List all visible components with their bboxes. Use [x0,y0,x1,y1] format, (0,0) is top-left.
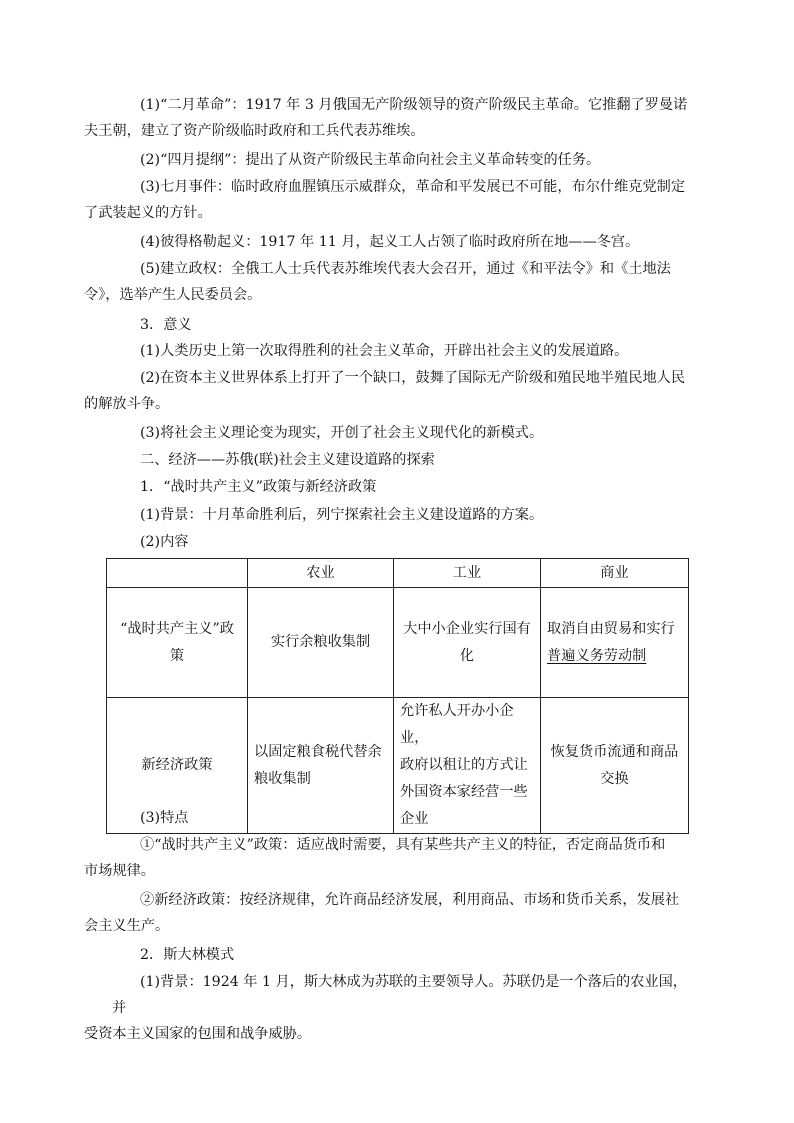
text-line: 了武装起义的方针。 [84,205,212,221]
table-header-cell: 农业 [248,559,394,588]
heading-stalin-model: 2．斯大林模式 [140,947,235,963]
table-cell: 允许私人开办小企业， 政府以租让的方式让 外国资本家经营一些 企业 [394,698,541,834]
policy-comparison-table [106,558,689,834]
table-cell: 大中小企业实行国有 化 [394,588,541,698]
paragraph-significance-3: (3)将社会主义理论变为现实，开创了社会主义现代化的新模式。 [140,425,544,441]
paragraph-feature-nep [84,887,692,939]
table-header-cell [107,559,248,588]
paragraph-february-revolution [84,92,692,144]
table-row-war-communism [107,588,689,698]
table-cell: 取消自由贸易和实行 普遍义务劳动制 [541,588,689,698]
text-line: 受资本主义国家的包围和战争威胁。 [84,1026,312,1042]
paragraph-significance-1: (1)人类历史上第一次取得胜利的社会主义革命，开辟出社会主义的发展道路。 [140,343,629,359]
paragraph-petrograd-uprising: (4)彼得格勒起义：1917 年 11 月，起义工人占领了临时政府所在地——冬宫。 [140,234,640,250]
table-cell: 以固定粮食税代替余 粮收集制 [248,698,394,834]
section-heading-economy: 二、经济——苏俄(联)社会主义建设道路的探索 [140,452,435,468]
table-header-cell: 商业 [541,559,689,588]
text-line: 令》，选举产生人民委员会。 [84,287,262,303]
heading-war-communism-nep: 1．“战时共产主义”政策与新经济政策 [140,479,377,495]
text-line: 的解放斗争。 [84,396,170,412]
table-cell: 实行余粮收集制 [248,588,394,698]
paragraph-significance-2 [84,365,692,417]
paragraph-background: (1)背景：十月革命胜利后，列宁探索社会主义建设道路的方案。 [140,507,544,523]
text-line: ②新经济政策：按经济规律，允许商品经济发展，利用商品、市场和货币关系，发展社 [140,892,680,908]
text-line: 市场规律。 [84,863,155,879]
label-content: (2)内容 [140,534,189,550]
text-line: 夫王朝，建立了资产阶级临时政府和工兵代表苏维埃。 [84,123,425,139]
table-cell: 恢复货币流通和商品 交换 [541,698,689,834]
paragraph-july-days [84,174,692,226]
row-label-cell: “战时共产主义”政 策 [107,588,248,698]
label-features: (3)特点 [140,810,189,826]
heading-significance: 3．意义 [140,317,192,333]
text-line: 会主义生产。 [84,918,170,934]
table-header-row [107,559,689,588]
paragraph-april-theses: (2)“四月提纲”：提出了从资产阶级民主革命向社会主义革命转变的任务。 [140,152,601,168]
text-line: (1)“二月革命”：1917 年 3 月俄国无产阶级领导的资产阶级民主革命。它推翻了罗曼诺 [140,97,688,113]
text-line: (2)在资本主义世界体系上打开了一个缺口，鼓舞了国际无产阶级和殖民地半殖民地人民 [140,370,686,386]
text-line: ①“战时共产主义”政策：适应战时需要，具有某些共产主义的特征，否定商品货币和 [140,837,666,853]
text-line: (3)七月事件：临时政府血腥镇压示威群众，革命和平发展已不可能，布尔什维克党制定 [140,179,686,195]
paragraph-establish-power [84,256,692,308]
text-line: (1)背景：1924 年 1 月，斯大林成为苏联的主要领导人。苏联仍是一个落后的农业国，并 [112,974,687,1016]
table-header-cell: 工业 [394,559,541,588]
paragraph-feature-war-communism [84,832,692,884]
row-label-cell: 新经济政策 [107,698,248,834]
text-line: (5)建立政权：全俄工人士兵代表苏维埃代表大会召开，通过《和平法令》和《土地法 [140,261,671,277]
paragraph-stalin-background [84,969,692,1047]
